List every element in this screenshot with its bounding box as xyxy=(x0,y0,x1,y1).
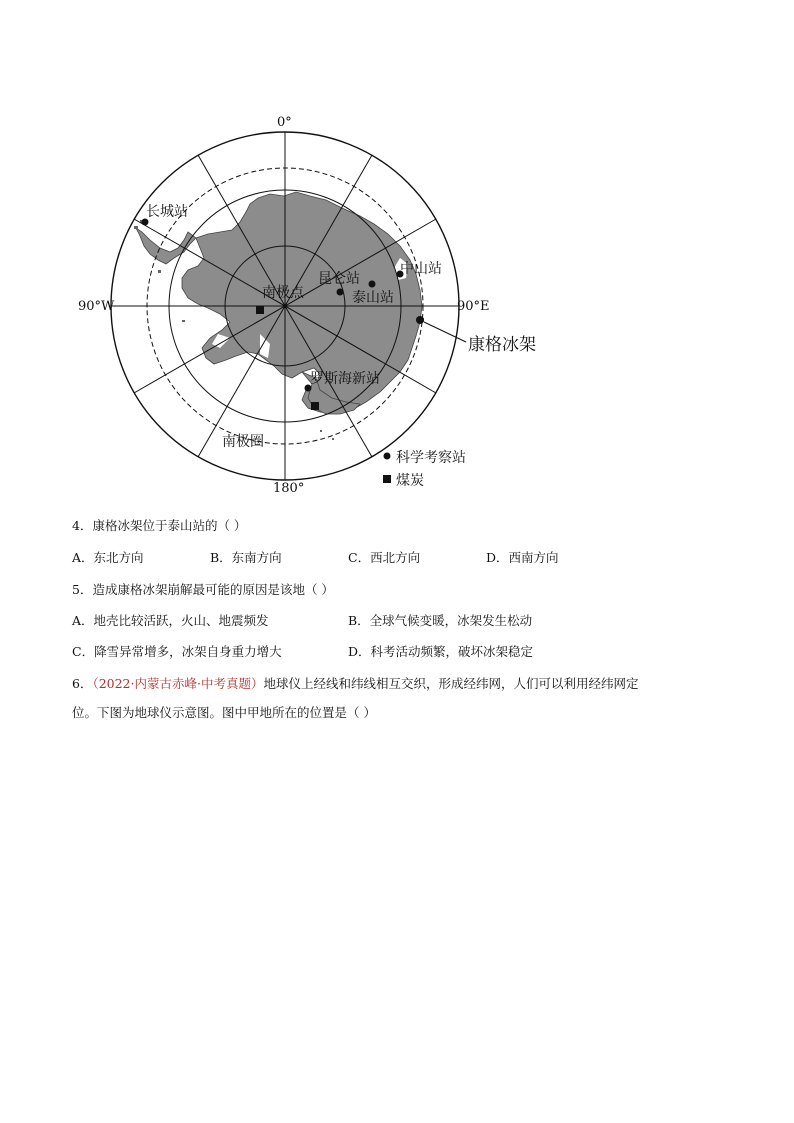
legend-coal-symbol xyxy=(383,475,391,483)
meridian-0-label: 0° xyxy=(277,115,292,130)
question-4-option-b[interactable]: B．东南方向 xyxy=(210,550,282,565)
question-4-option-d[interactable]: D．西南方向 xyxy=(486,550,559,565)
great-wall-station-label: 长城站 xyxy=(146,204,188,220)
ross-sea-station-label: 罗斯海新站 xyxy=(310,371,380,387)
kunlun-station-label: 昆仑站 xyxy=(318,271,360,287)
legend-station-symbol xyxy=(384,453,391,460)
meridian-180-label: 180° xyxy=(273,481,305,496)
zhongshan-station-label: 中山站 xyxy=(400,261,442,277)
coal-marker xyxy=(311,402,319,410)
question-4-text: 康格冰架位于泰山站的（ ） xyxy=(92,518,247,533)
ice-shelf-marker xyxy=(416,316,424,324)
question-4-option-a[interactable]: A．东北方向 xyxy=(72,550,144,565)
kunlun-station-dot xyxy=(337,289,344,296)
question-5-option-d[interactable]: D．科考活动频繁，破坏冰架稳定 xyxy=(348,644,534,659)
question-6-line-2 xyxy=(72,704,376,722)
question-6-line-1 xyxy=(72,675,638,693)
question-6-number: 6． xyxy=(72,676,93,691)
question-4-option-c[interactable]: C．西北方向 xyxy=(348,550,421,565)
ice-shelf-label: 康格冰架 xyxy=(468,335,536,355)
meridian-lines xyxy=(111,132,459,480)
question-5-option-c[interactable]: C．降雪异常增多，冰架自身重力增大 xyxy=(72,644,282,659)
question-5 xyxy=(72,581,334,599)
ice-shelf-leader-line xyxy=(424,322,466,342)
question-5-number: 5． xyxy=(72,582,93,597)
legend-station-label: 科学考察站 xyxy=(396,450,466,466)
meridian-90e-label: 90°E xyxy=(457,299,490,314)
question-5-option-b[interactable]: B．全球气候变暖，冰架发生松动 xyxy=(348,613,533,628)
taishan-station-label: 泰山站 xyxy=(352,290,394,306)
question-6-text-line-2: 位。下图为地球仪示意图。图中甲地所在的位置是（ ） xyxy=(72,705,376,720)
antarctic-peninsula xyxy=(136,228,196,264)
question-5-option-a[interactable]: A．地壳比较活跃，火山、地震频发 xyxy=(72,613,269,628)
antarctic-circle-label: 南极圈 xyxy=(222,434,264,450)
south-pole-label: 南极点 xyxy=(262,285,304,301)
question-5-text: 造成康格冰架崩解最可能的原因是该地（ ） xyxy=(92,582,334,597)
question-4-number: 4． xyxy=(72,518,93,533)
taishan-station-dot xyxy=(369,281,376,288)
coal-marker xyxy=(256,306,264,314)
legend-coal-label: 煤炭 xyxy=(396,473,424,489)
antarctica-map xyxy=(70,108,560,500)
question-4 xyxy=(72,517,246,535)
question-6-text-line-1: 地球仪上经线和纬线相互交织，形成经纬网，人们可以利用经纬网定 xyxy=(263,676,639,691)
meridian-90w-label: 90°W xyxy=(78,299,115,314)
question-6-source: （2022·内蒙古赤峰·中考真题） xyxy=(92,676,264,691)
